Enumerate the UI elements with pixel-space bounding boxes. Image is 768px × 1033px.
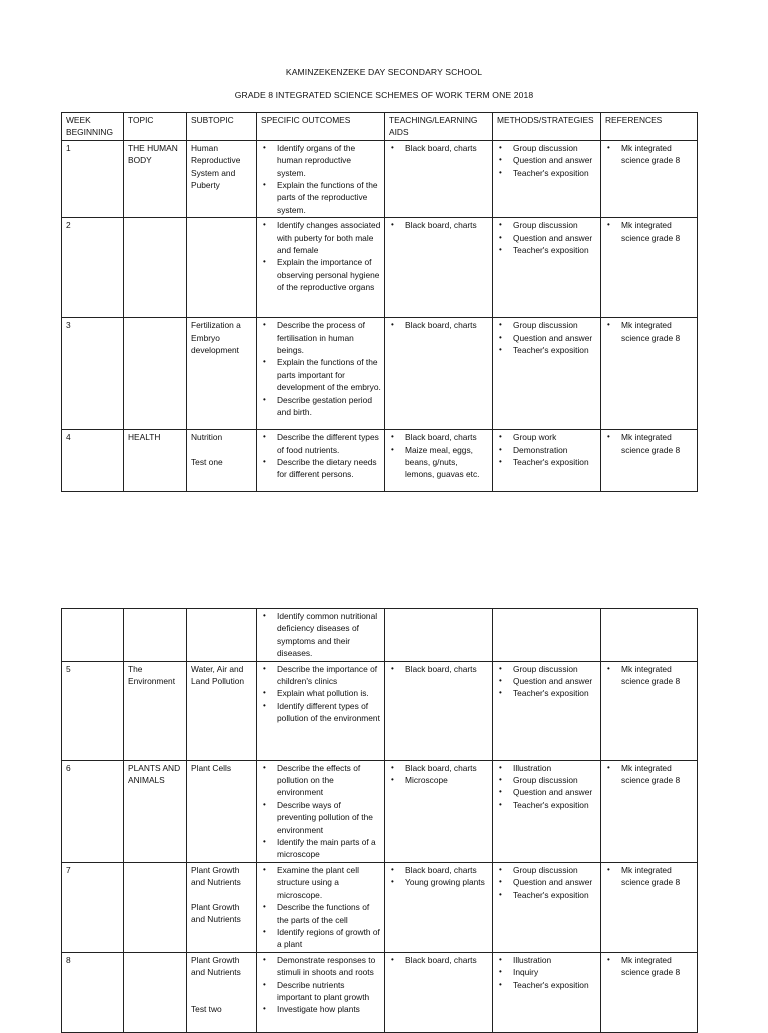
outcome-item: • Describe gestation period and birth. (261, 394, 381, 419)
outcome-list (261, 219, 381, 293)
method-item: • Teacher's exposition (497, 979, 597, 991)
aid-list (389, 663, 489, 675)
outcome-item: • Describe ways of preventing pollution of the environment (261, 799, 381, 836)
reference-list (605, 142, 694, 167)
outcome-item: • Describe the different types of food nutrients. (261, 431, 381, 456)
subtopic-extra-text: Test one (191, 456, 223, 467)
method-list (497, 219, 597, 256)
reference-list (605, 319, 694, 344)
method-item: • Question and answer (497, 232, 597, 244)
reference-item: • Mk integrated science grade 8 (605, 762, 694, 787)
subtopic-cell (187, 218, 257, 318)
method-list (497, 142, 597, 179)
week-cell: 1 (62, 140, 124, 217)
topic-cell: HEALTH (124, 430, 187, 492)
aids-cell (385, 952, 493, 1032)
method-item: • Inquiry (497, 966, 597, 978)
method-item: • Illustration (497, 762, 597, 774)
aid-list (389, 864, 489, 889)
references-cell (601, 430, 698, 492)
outcome-item: • Identify organs of the human reproductive system. (261, 142, 381, 179)
reference-item: • Mk integrated science grade 8 (605, 864, 694, 889)
methods-cell (493, 218, 601, 318)
method-item: • Teacher's exposition (497, 344, 597, 356)
subtopic-text: Plant Growth and Nutrients (191, 954, 241, 978)
outcome-item: • Explain the functions of the parts important for development of the embryo. (261, 356, 381, 393)
aids-cell (385, 760, 493, 862)
outcome-item: • Identify changes associated with puberty for both male and female (261, 219, 381, 256)
aid-item: • Young growing plants (389, 876, 489, 888)
table-row (62, 218, 698, 318)
outcomes-cell (257, 609, 385, 662)
methods-cell (493, 952, 601, 1032)
week-cell: 7 (62, 862, 124, 952)
table-row (62, 862, 698, 952)
subtopic-cell (187, 318, 257, 430)
week-cell: 2 (62, 218, 124, 318)
reference-item: • Mk integrated science grade 8 (605, 219, 694, 244)
aid-item: • Black board, charts (389, 319, 489, 331)
outcome-item: • Identify the main parts of a microscope (261, 836, 381, 861)
document-title: GRADE 8 INTEGRATED SCIENCE SCHEMES OF WORK TERM ONE 2018 (234, 90, 534, 100)
outcome-item: • Explain the importance of observing personal hygiene of the reproductive organs (261, 256, 381, 293)
header-subtopic: SUBTOPIC (187, 113, 257, 141)
school-name: KAMINZEKENZEKE DAY SECONDARY SCHOOL (285, 67, 483, 77)
outcomes-cell (257, 140, 385, 217)
aid-item: • Maize meal, eggs, beans, g/nuts, lemons, guavas etc. (389, 444, 489, 481)
topic-cell: PLANTS AND ANIMALS (124, 760, 187, 862)
outcomes-cell (257, 760, 385, 862)
outcome-list (261, 663, 381, 725)
methods-cell (493, 609, 601, 662)
references-cell (601, 760, 698, 862)
subtopic-cell (187, 661, 257, 760)
aid-item: • Black board, charts (389, 663, 489, 675)
methods-cell (493, 661, 601, 760)
header-outcomes: SPECIFIC OUTCOMES (257, 113, 385, 141)
outcome-item: • Describe the dietary needs for different persons. (261, 456, 381, 481)
methods-cell (493, 430, 601, 492)
method-item: • Illustration (497, 954, 597, 966)
reference-list (605, 762, 694, 787)
outcome-list (261, 762, 381, 861)
subtopic-cell (187, 952, 257, 1032)
subtopic-text: Plant Growth and Nutrients (191, 864, 241, 888)
aid-list (389, 142, 489, 154)
reference-item: • Mk integrated science grade 8 (605, 142, 694, 167)
outcome-list (261, 142, 381, 216)
method-item: • Group discussion (497, 774, 597, 786)
table-header-row (62, 113, 698, 141)
references-cell (601, 609, 698, 662)
method-item: • Group discussion (497, 319, 597, 331)
method-list (497, 954, 597, 991)
topic-cell: THE HUMAN BODY (124, 140, 187, 217)
header-week: WEEK BEGINNING (62, 113, 124, 141)
subtopic-cell (187, 760, 257, 862)
method-item: • Teacher's exposition (497, 167, 597, 179)
outcome-list (261, 864, 381, 951)
outcomes-cell (257, 661, 385, 760)
references-cell (601, 661, 698, 760)
topic-cell (124, 862, 187, 952)
method-item: • Question and answer (497, 876, 597, 888)
subtopic-cell (187, 609, 257, 662)
table-row (62, 609, 698, 662)
subtopic-text: Plant Cells (191, 762, 232, 773)
aid-item: • Black board, charts (389, 219, 489, 231)
reference-item: • Mk integrated science grade 8 (605, 663, 694, 688)
outcomes-cell (257, 318, 385, 430)
aids-cell (385, 430, 493, 492)
method-item: • Teacher's exposition (497, 244, 597, 256)
outcome-item: • Identify different types of pollution of the environment (261, 700, 381, 725)
subtopic-text: Human Reproductive System and Puberty (191, 142, 241, 191)
header-topic: TOPIC (124, 113, 187, 141)
outcome-item: • Explain what pollution is. (261, 687, 381, 699)
schemes-table-page1 (61, 112, 698, 492)
aids-cell (385, 862, 493, 952)
method-list (497, 319, 597, 356)
subtopic-cell (187, 862, 257, 952)
references-cell (601, 140, 698, 217)
topic-cell (124, 952, 187, 1032)
header-methods: METHODS/STRATEGIES (493, 113, 601, 141)
subtopic-cell (187, 140, 257, 217)
aid-item: • Black board, charts (389, 431, 489, 443)
outcomes-cell (257, 862, 385, 952)
subtopic-cell (187, 430, 257, 492)
outcomes-cell (257, 952, 385, 1032)
aid-item: • Black board, charts (389, 954, 489, 966)
references-cell (601, 862, 698, 952)
method-item: • Demonstration (497, 444, 597, 456)
outcome-list (261, 610, 381, 660)
outcome-item: • Investigate how plants (261, 1003, 381, 1015)
aids-cell (385, 140, 493, 217)
method-list (497, 431, 597, 468)
aid-list (389, 954, 489, 966)
header-references: REFERENCES (601, 113, 698, 141)
methods-cell (493, 760, 601, 862)
method-item: • Teacher's exposition (497, 687, 597, 699)
reference-item: • Mk integrated science grade 8 (605, 431, 694, 456)
aids-cell (385, 218, 493, 318)
topic-cell: The Environment (124, 661, 187, 760)
method-item: • Question and answer (497, 675, 597, 687)
method-item: • Teacher's exposition (497, 889, 597, 901)
method-item: • Group discussion (497, 142, 597, 154)
method-item: • Question and answer (497, 154, 597, 166)
reference-list (605, 864, 694, 889)
outcome-item: • Describe the effects of pollution on the environment (261, 762, 381, 799)
outcome-item: • Explain the functions of the parts of the reproductive system. (261, 179, 381, 216)
subtopic-extra-text: Plant Growth and Nutrients (191, 901, 241, 925)
aids-cell (385, 318, 493, 430)
outcome-list (261, 319, 381, 418)
table-row (62, 318, 698, 430)
aid-list (389, 319, 489, 331)
header-aids: TEACHING/LEARNING AIDS (385, 113, 493, 141)
aid-list (389, 431, 489, 481)
method-item: • Group discussion (497, 864, 597, 876)
methods-cell (493, 862, 601, 952)
outcomes-cell (257, 218, 385, 318)
week-cell: 6 (62, 760, 124, 862)
table-row (62, 140, 698, 217)
aids-cell (385, 609, 493, 662)
references-cell (601, 318, 698, 430)
method-list (497, 864, 597, 901)
week-cell: 4 (62, 430, 124, 492)
reference-item: • Mk integrated science grade 8 (605, 954, 694, 979)
aids-cell (385, 661, 493, 760)
topic-cell (124, 609, 187, 662)
aid-item: • Black board, charts (389, 142, 489, 154)
outcome-item: • Describe the process of fertilisation in human beings. (261, 319, 381, 356)
method-item: • Group discussion (497, 219, 597, 231)
outcome-item: • Examine the plant cell structure using a microscope. (261, 864, 381, 901)
aid-item: • Black board, charts (389, 864, 489, 876)
week-cell: 5 (62, 661, 124, 760)
week-cell (62, 609, 124, 662)
subtopic-text: Nutrition (191, 432, 223, 443)
aid-list (389, 219, 489, 231)
outcome-list (261, 431, 381, 481)
method-item: • Question and answer (497, 786, 597, 798)
references-cell (601, 952, 698, 1032)
outcome-item: • Identify regions of growth of a plant (261, 926, 381, 951)
references-cell (601, 218, 698, 318)
method-item: • Question and answer (497, 332, 597, 344)
week-cell: 3 (62, 318, 124, 430)
reference-list (605, 431, 694, 456)
outcomes-cell (257, 430, 385, 492)
methods-cell (493, 140, 601, 217)
subtopic-test-text: Test two (191, 1003, 222, 1014)
table-row (62, 760, 698, 862)
aid-list (389, 762, 489, 787)
outcome-item: • Describe nutrients important to plant growth (261, 979, 381, 1004)
method-item: • Teacher's exposition (497, 456, 597, 468)
week-cell: 8 (62, 952, 124, 1032)
reference-list (605, 663, 694, 688)
subtopic-text: Water, Air and Land Pollution (191, 663, 245, 687)
outcome-item: • Describe the functions of the parts of the cell (261, 901, 381, 926)
aid-item: • Black board, charts (389, 762, 489, 774)
method-item: • Teacher's exposition (497, 799, 597, 811)
aid-item: • Microscope (389, 774, 489, 786)
reference-list (605, 954, 694, 979)
schemes-table-page2 (61, 608, 698, 1033)
table-row (62, 430, 698, 492)
subtopic-text: Fertilization a Embryo development (191, 320, 241, 356)
reference-item: • Mk integrated science grade 8 (605, 319, 694, 344)
method-item: • Group discussion (497, 663, 597, 675)
method-list (497, 663, 597, 700)
method-item: • Group work (497, 431, 597, 443)
outcome-item: • Describe the importance of children's clinics (261, 663, 381, 688)
outcome-item: • Demonstrate responses to stimuli in shoots and roots (261, 954, 381, 979)
outcome-item: • Identify common nutritional deficiency diseases of symptoms and their diseases. (261, 610, 381, 660)
reference-list (605, 219, 694, 244)
table-row (62, 661, 698, 760)
table-row (62, 952, 698, 1032)
method-list (497, 762, 597, 812)
methods-cell (493, 318, 601, 430)
topic-cell (124, 318, 187, 430)
topic-cell (124, 218, 187, 318)
outcome-list (261, 954, 381, 1016)
